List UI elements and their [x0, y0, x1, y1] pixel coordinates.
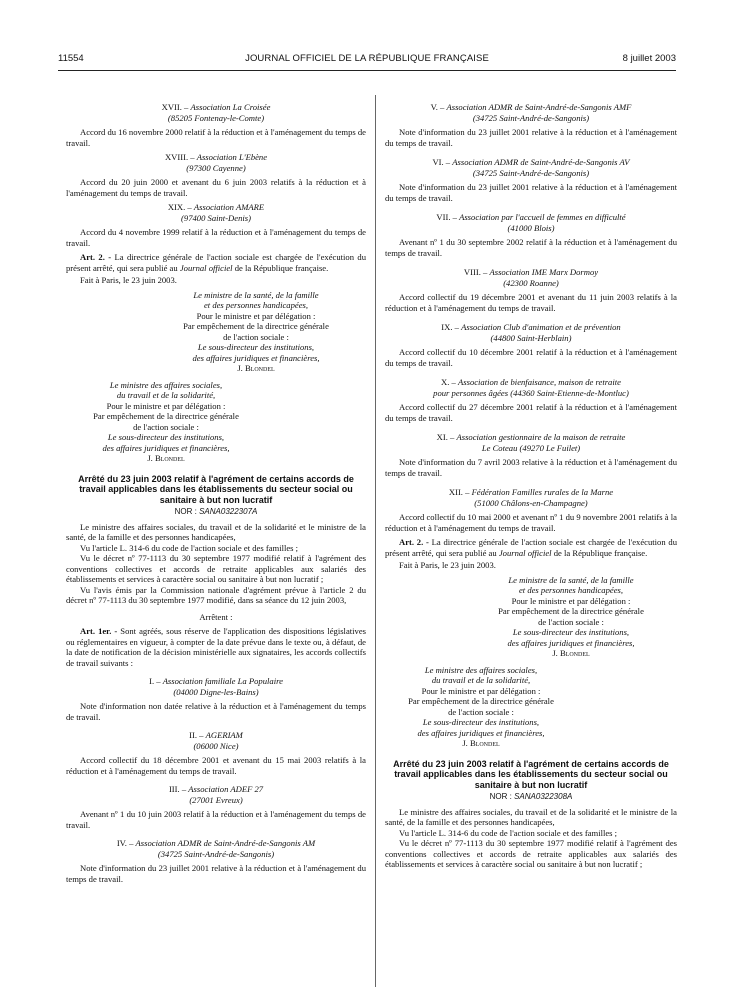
entry-place: (27001 Evreux) [189, 794, 243, 805]
agreement-entry [385, 157, 677, 203]
entry-heading: VII. – Association par l'accueil de femmes en difficulté [436, 212, 626, 222]
signature-date: Fait à Paris, le 23 juin 2003. [399, 560, 496, 570]
header-rule [58, 70, 676, 71]
agreement-entry [66, 676, 366, 722]
entry-text: Note d'information non datée relative à la réduction et à l'aménagement du temps de travail. [66, 701, 366, 722]
issue-date: 8 juillet 2003 [622, 53, 676, 64]
nor-reference: NOR : SANA0322307A [174, 507, 258, 517]
entry-place: (34725 Saint-André-de-Sangonis) [472, 112, 590, 123]
preamble: Le ministre des affaires sociales, du travail et de la solidarité et le ministre de la santé, de la famille et des personnes handicapées, [66, 521, 366, 543]
signatory-name: J. Blondel [147, 453, 185, 463]
decree-title: Arrêté du 23 juin 2003 relatif à l'agrément de certains accords de travail applicables dans les établissements du secteur social ou sanitaire à but non lucratif [393, 758, 669, 790]
signatory-name: J. Blondel [237, 363, 275, 373]
agreement-entry [66, 730, 366, 776]
entry-heading: III. – Association ADEF 27 [168, 784, 264, 795]
entry-text: Accord du 4 novembre 1999 relatif à la réduction et à l'aménagement du temps de travail. [66, 227, 366, 248]
preamble-vu: Vu le décret nº 77-1113 du 30 septembre 1977 modifié relatif à l'agrément des conventions collectives et accords de retraite applicables aux salariés des établissements et services à caractère social ou sanitaire à but non lucratif ; [385, 838, 677, 870]
entry-heading: X. – Association de bienfaisance, maison de retraite [441, 377, 621, 387]
entry-text: Accord collectif du 27 décembre 2001 relatif à la réduction et à l'aménagement du temps de travail. [385, 402, 677, 423]
entry-place: (04000 Digne-les-Bains) [173, 686, 259, 697]
entry-place: (85205 Fontenay-le-Comte) [167, 112, 265, 123]
article-2: Art. 2. - La directrice générale de l'action sociale est chargée de l'exécution du présent arrêté, qui sera publié au Journal officiel de la République française. [66, 252, 366, 273]
agreement-entry [66, 202, 366, 248]
signature-block: Le ministre de la santé, de la famille et des personnes handicapées, Pour le ministre et par délégation : Par empêchement de la directrice générale de l'action sociale : Le sous-directeur des institutions, des affaires juridiques et financières, J. Blondel [146, 290, 366, 374]
signature-block: Le ministre des affaires sociales, du travail et de la solidarité, Pour le ministre et par délégation : Par empêchement de la directrice générale de l'action sociale : Le sous-directeur des institutions, des affaires juridiques et financières, J. Blondel [385, 665, 577, 749]
entry-heading: XVIII. – Association L'Ebène [164, 152, 268, 162]
signature-block: Le ministre des affaires sociales, du travail et de la solidarité, Pour le ministre et par délégation : Par empêchement de la directrice générale de l'action sociale : Le sous-directeur des institutions, des affaires juridiques et financières, J. Blondel [66, 380, 266, 464]
agreement-entry [385, 322, 677, 368]
agreement-entry [385, 102, 677, 148]
column-divider [375, 95, 376, 987]
entry-place: pour personnes âgées (44360 Saint-Etienne-de-Montluc) [433, 387, 629, 398]
agreement-entry [66, 784, 366, 830]
entry-text: Accord collectif du 19 décembre 2001 et avenant du 11 juin 2003 relatifs à la réduction et à l'aménagement du temps de travail. [385, 292, 677, 313]
entry-heading: IV. – Association ADMR de Saint-André-de-Sangonis AM [116, 838, 316, 849]
entry-place: (06000 Nice) [193, 740, 239, 751]
page-header [58, 53, 676, 67]
entry-heading: II. – AGERIAM [189, 730, 243, 741]
agreement-entry [66, 102, 366, 148]
agreement-entry [66, 152, 366, 198]
entry-place: (51000 Châlons-en-Champagne) [474, 497, 588, 508]
entry-text: Note d'information du 7 avril 2003 relative à la réduction et à l'aménagement du temps de travail. [385, 457, 677, 478]
agreement-entry [66, 838, 366, 884]
signatory-name: J. Blondel [552, 648, 590, 658]
entry-place: (42300 Roanne) [503, 277, 559, 288]
entry-place: (41000 Blois) [507, 222, 555, 233]
journal-title: JOURNAL OFFICIEL DE LA RÉPUBLIQUE FRANÇAISE [245, 53, 489, 64]
page-number: 11554 [58, 53, 84, 64]
arretent: Arrêtent : [199, 611, 233, 622]
entry-heading: IX. – Association Club d'animation et de prévention [441, 322, 621, 332]
preamble: Le ministre des affaires sociales, du travail et de la solidarité et le ministre de la santé, de la famille et des personnes handicapées, [385, 806, 677, 828]
agreement-entry [385, 487, 677, 533]
signature-block: Le ministre de la santé, de la famille et des personnes handicapées, Pour le ministre et par délégation : Par empêchement de la directrice générale de l'action sociale : Le sous-directeur des institutions, des affaires juridiques et financières, J. Blondel [465, 575, 677, 659]
signatory-name: J. Blondel [462, 738, 500, 748]
agreement-entry [385, 212, 677, 258]
right-column [385, 98, 677, 870]
preamble-vu: Vu l'article L. 314-6 du code de l'action sociale et des familles ; [399, 827, 618, 838]
entry-place: Le Coteau (49270 Le Fuilet) [481, 442, 581, 453]
entry-heading: VIII. – Association IME Marx Dormoy [463, 267, 599, 277]
entry-text: Accord du 20 juin 2000 et avenant du 6 juin 2003 relatifs à la réduction et à l'aménagement du temps de travail. [66, 177, 366, 198]
entry-heading: V. – Association ADMR de Saint-André-de-Sangonis AMF [430, 102, 632, 112]
entry-heading: XVII. – Association La Croisée [161, 102, 271, 112]
entry-text: Accord du 16 novembre 2000 relatif à la réduction et à l'aménagement du temps de travail. [66, 127, 366, 148]
entry-heading: XII. – Fédération Familles rurales de la Marne [448, 487, 614, 497]
left-column [66, 98, 366, 884]
entry-place: (97300 Cayenne) [186, 162, 246, 173]
entry-text: Note d'information du 23 juillet 2001 relative à la réduction et à l'aménagement du temps de travail. [385, 182, 677, 203]
entry-heading: XIX. – Association AMARE [167, 202, 265, 212]
entry-text: Accord collectif du 18 décembre 2001 et avenant du 15 mai 2003 relatifs à la réduction et à l'aménagement du temps de travail. [66, 755, 366, 776]
entry-place: (34725 Saint-André-de-Sangonis) [472, 167, 590, 178]
entry-text: Avenant nº 1 du 10 juin 2003 relatif à la réduction et à l'aménagement du temps de travail. [66, 809, 366, 830]
entry-place: (97400 Saint-Denis) [181, 212, 251, 223]
nor-reference: NOR : SANA0322308A [489, 792, 573, 802]
entry-place: (34725 Saint-André-de-Sangonis) [157, 848, 275, 859]
entry-text: Note d'information du 23 juillet 2001 relative à la réduction et à l'aménagement du temps de travail. [66, 863, 366, 884]
article-1: Art. 1er. - Sont agréés, sous réserve de l'application des dispositions législatives ou réglementaires en vigueur, à compter de la date prévue dans le texte ou, à défaut, de la date de notification de la décision ministérielle aux signataires, les accords collectifs de travail suivants : [66, 626, 366, 668]
article-2: Art. 2. - La directrice générale de l'action sociale est chargée de l'exécution du présent arrêté, qui sera publié au Journal officiel de la République française. [385, 537, 677, 558]
entry-heading: XI. – Association gestionnaire de la maison de retraite [436, 432, 626, 442]
entry-place: (44800 Saint-Herblain) [490, 332, 572, 343]
agreement-entry [385, 432, 677, 478]
preamble-vu: Vu l'avis émis par la Commission nationale d'agrément prévue à l'article 2 du décret nº 77-1113 du 30 septembre 1977 modifié, dans sa séance du 12 juin 2003, [66, 584, 366, 606]
entry-heading: VI. – Association ADMR de Saint-André-de-Sangonis AV [432, 157, 630, 167]
agreement-entry [385, 377, 677, 423]
entry-text: Accord collectif du 10 décembre 2001 relatif à la réduction et à l'aménagement du temps de travail. [385, 347, 677, 368]
entry-text: Accord collectif du 10 mai 2000 et avenant nº 1 du 9 novembre 2001 relatifs à la réduction et à l'aménagement du temps de travail. [385, 512, 677, 533]
preamble-vu: Vu le décret nº 77-1113 du 30 septembre 1977 modifié relatif à l'agrément des conventions collectives et accords de retraite applicables aux salariés des établissements et services à caractère social ou sanitaire à but non lucratif ; [66, 553, 366, 585]
preamble-vu: Vu l'article L. 314-6 du code de l'action sociale et des familles ; [80, 542, 299, 553]
entry-text: Avenant nº 1 du 30 septembre 2002 relatif à la réduction et à l'aménagement du temps de travail. [385, 237, 677, 258]
signature-date: Fait à Paris, le 23 juin 2003. [80, 275, 177, 285]
agreement-entry [385, 267, 677, 313]
entry-text: Note d'information du 23 juillet 2001 relative à la réduction et à l'aménagement du temps de travail. [385, 127, 677, 148]
decree-title: Arrêté du 23 juin 2003 relatif à l'agrément de certains accords de travail applicables dans les établissements du secteur social ou sanitaire à but non lucratif [78, 473, 354, 505]
entry-heading: I. – Association familiale La Populaire [149, 676, 283, 687]
